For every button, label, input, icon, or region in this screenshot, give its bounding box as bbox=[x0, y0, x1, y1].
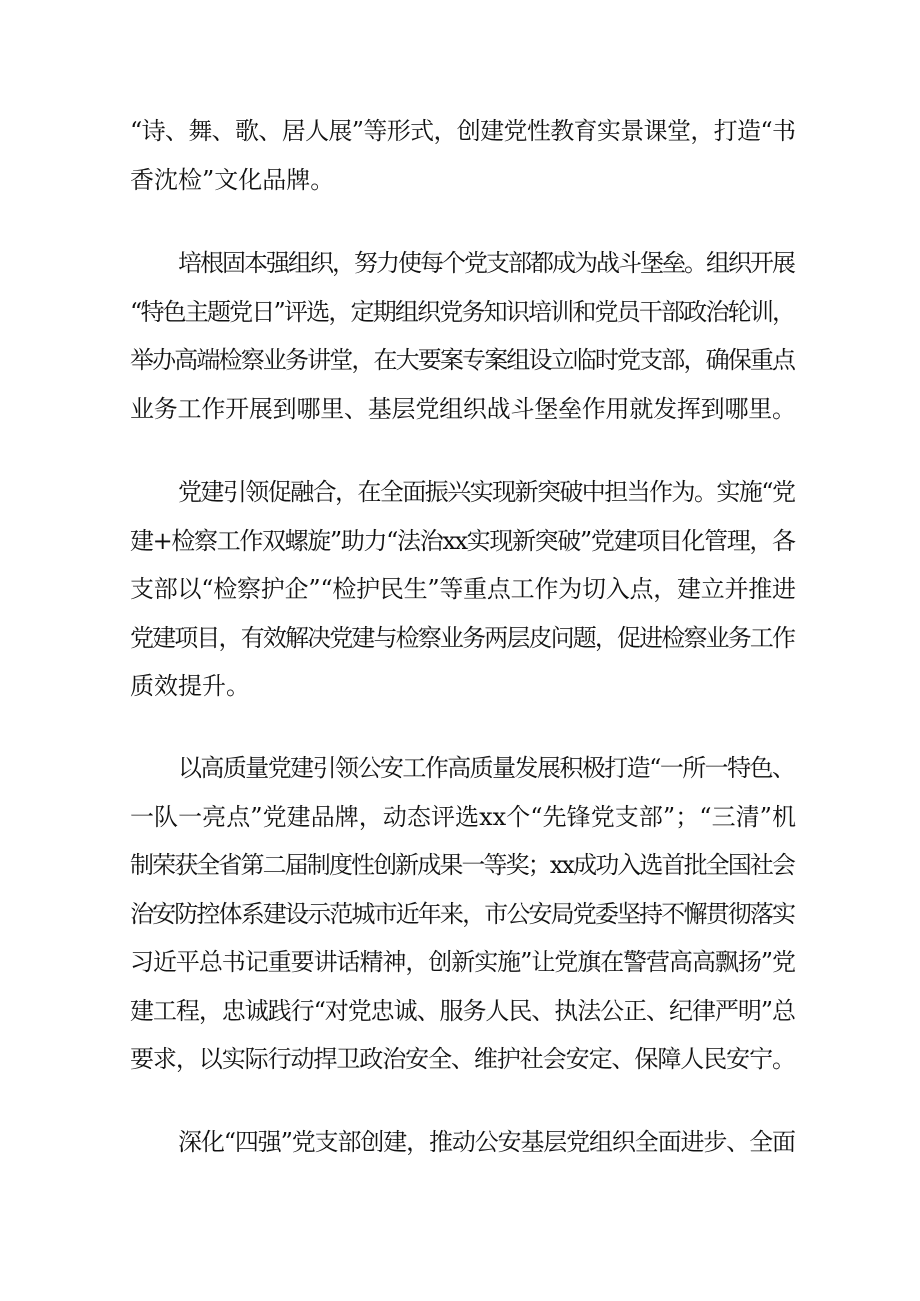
paragraph-line: 支部以“检察护企”“检护民生”等重点工作为切入点，建立并推进 bbox=[130, 575, 796, 603]
paragraph-line: 深化“四强”党支部创建，推动公安基层党组织全面进步、全面 bbox=[178, 1128, 795, 1156]
paragraph-line: 建工程，忠诚践行“对党忠诚、服务人民、执法公正、纪律严明”总 bbox=[130, 997, 795, 1025]
paragraph-line: “特色主题党日”评选，定期组织党务知识培训和党员干部政治轮训， bbox=[130, 298, 795, 326]
paragraph-line: 党建引领促融合，在全面振兴实现新突破中担当作为。实施“党 bbox=[178, 478, 795, 506]
paragraph-line: 以高质量党建引领公安工作高质量发展积极打造“一所一特色、 bbox=[178, 754, 795, 782]
paragraph-line: 习近平总书记重要讲话精神，创新实施”让党旗在警营高高飘扬”党 bbox=[130, 948, 795, 976]
paragraph-line: 培根固本强组织，努力使每个党支部都成为战斗堡垒。组织开展 bbox=[178, 249, 794, 277]
paragraph-line: 举办高端检察业务讲堂，在大要案专案组设立临时党支部，确保重点 bbox=[130, 346, 795, 374]
paragraph-line: 质效提升。 bbox=[130, 672, 250, 700]
paragraph-line: 建+检察工作双螺旋”助力“法治xx实现新突破”党建项目化管理，各 bbox=[130, 527, 795, 555]
paragraph-line: 一队一亮点”党建品牌，动态评选xx个“先锋党支部”；“三清”机 bbox=[130, 803, 797, 831]
paragraph-line: 党建项目，有效解决党建与检察业务两层皮问题，促进检察业务工作 bbox=[130, 624, 795, 652]
paragraph-line: 要求，以实际行动捍卫政治安全、维护社会安定、保障人民安宁。 bbox=[130, 1045, 795, 1073]
paragraph-line: “诗、舞、歌、居人展”等形式，创建党性教育实景课堂，打造“书 bbox=[130, 117, 796, 145]
paragraph-line: 业务工作开展到哪里、基层党组织战斗堡垒作用就发挥到哪里。 bbox=[130, 395, 796, 423]
paragraph-line: 治安防控体系建设示范城市近年来，市公安局党委坚持不懈贯彻落实 bbox=[130, 900, 795, 928]
paragraph-line: 制荣获全省第二届制度性创新成果一等奖；xx成功入选首批全国社会 bbox=[130, 851, 795, 879]
paragraph-line: 香沈检”文化品牌。 bbox=[130, 166, 335, 194]
